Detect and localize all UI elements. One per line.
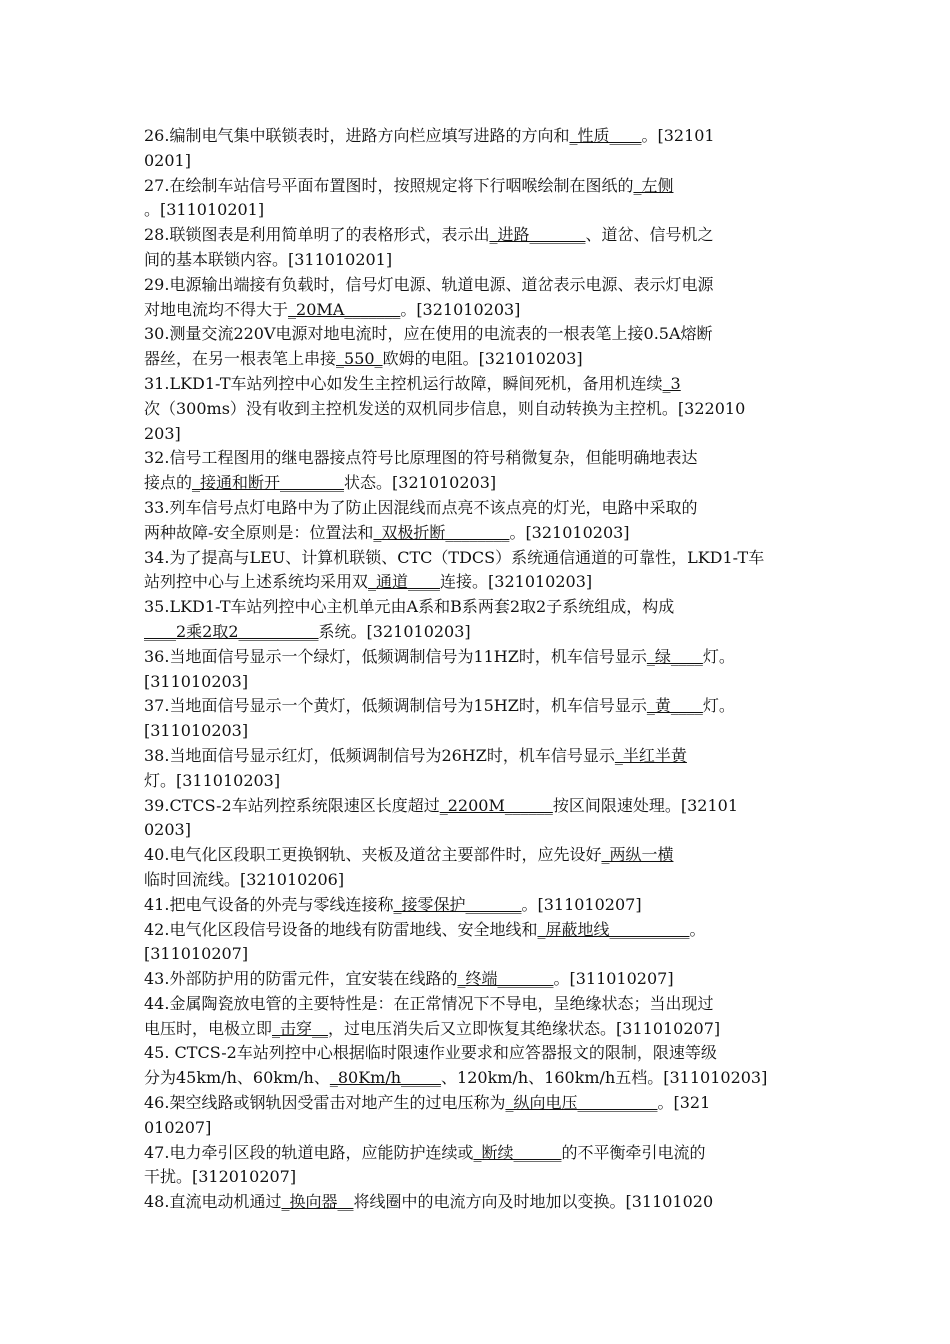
question-text: 灯。[311010203] — [144, 770, 281, 790]
question-text: 、120km/h、160km/h五档。[311010203] — [441, 1068, 768, 1088]
answer-blank: _纵向电压__________ — [505, 1093, 658, 1113]
text-line — [144, 967, 814, 992]
text-line — [144, 347, 814, 372]
text-line — [144, 124, 814, 149]
question-text: 44.金属陶瓷放电管的主要特性是：在正常情况下不导电，呈绝缘状态；当出现过 — [144, 993, 714, 1013]
answer-blank: _击穿__ — [272, 1018, 329, 1038]
question-text: 32.信号工程图用的继电器接点符号比原理图的符号稍微复杂，但能明确地表达 — [144, 448, 698, 468]
question-text: 31.LKD1-T车站列控中心如发生主控机运行故障，瞬间死机，备用机连续 — [144, 373, 663, 393]
text-line — [144, 1091, 814, 1116]
question-text: 36.当地面信号显示一个绿灯，低频调制信号为11HZ时，机车信号显示 — [144, 646, 647, 666]
text-line — [144, 744, 814, 769]
question-text: 对地电流均不得大于 — [144, 299, 289, 319]
question-text: 将线圈中的电流方向及时地加以变换。[31101020 — [353, 1192, 714, 1212]
text-line — [144, 893, 814, 918]
text-line — [144, 298, 814, 323]
question-text: 的不平衡牵引电流的 — [561, 1142, 706, 1162]
question-text: 电压时，电极立即 — [144, 1018, 273, 1038]
answer-blank: _左侧 — [633, 175, 674, 195]
question-text: 27.在绘制车站信号平面布置图时，按照规定将下行咽喉绘制在图纸的 — [144, 175, 634, 195]
text-line — [144, 1116, 814, 1141]
answer-blank: _接零保护_______ — [393, 894, 522, 914]
question-text: 次（300ms）没有收到主控机发送的双机同步信息，则自动转换为主控机。[322010 — [144, 398, 746, 418]
text-line — [144, 670, 814, 695]
question-text: 系统。[321010203] — [318, 621, 471, 641]
text-line — [144, 496, 814, 521]
text-line — [144, 843, 814, 868]
answer-blank: _双极折断________ — [373, 522, 510, 542]
text-line — [144, 918, 814, 943]
text-line — [144, 595, 814, 620]
question-text: 。 — [689, 919, 706, 939]
question-text: [311010203] — [144, 721, 249, 741]
text-line — [144, 223, 814, 248]
text-line — [144, 570, 814, 595]
question-text: 35.LKD1-T车站列控中心主机单元由A系和B系两套2取2子系统组成，构成 — [144, 597, 675, 617]
answer-blank: _2200M______ — [439, 795, 553, 815]
question-text: [311010203] — [144, 671, 249, 691]
answer-blank: _黄____ — [646, 696, 703, 716]
text-line — [144, 1190, 814, 1215]
question-text: 38.当地面信号显示红灯，低频调制信号为26HZ时，机车信号显示 — [144, 745, 615, 765]
question-text: 41.把电气设备的外壳与零线连接称 — [144, 894, 394, 914]
question-text: 。[311010207] — [553, 969, 674, 989]
text-line — [144, 818, 814, 843]
answer-blank: _两纵一横 — [601, 845, 674, 865]
question-text: 47.电力牵引区段的轨道电路，应能防护连续或 — [144, 1142, 474, 1162]
question-text: 灯。 — [702, 646, 735, 666]
question-list — [144, 124, 814, 1215]
question-text: 29.电源输出端接有负载时，信号灯电源、轨道电源、道岔表示电源、表示灯电源 — [144, 274, 714, 294]
question-text: 。[311010201] — [144, 200, 265, 220]
question-text: 40.电气化区段职工更换钢轨、夹板及道岔主要部件时，应先设好 — [144, 845, 602, 865]
question-text: 39.CTCS-2车站列控系统限速区长度超过 — [144, 795, 440, 815]
text-line — [144, 446, 814, 471]
answer-blank: _进路_______ — [489, 225, 586, 245]
text-line — [144, 372, 814, 397]
question-text: 状态。[321010203] — [344, 473, 497, 493]
text-line — [144, 471, 814, 496]
text-line — [144, 992, 814, 1017]
text-line — [144, 1041, 814, 1066]
question-text: 0203] — [144, 820, 191, 840]
question-text: 。[311010207] — [521, 894, 642, 914]
question-text: 33.列车信号点灯电路中为了防止因混线而点亮不该点亮的灯光，电路中采取的 — [144, 497, 698, 517]
question-text: 46.架空线路或钢轨因受雷击对地产生的过电压称为 — [144, 1093, 506, 1113]
question-text: 两种故障-安全原则是：位置法和 — [144, 522, 374, 542]
question-text: 43.外部防护用的防雷元件，宜安装在线路的 — [144, 969, 458, 989]
answer-blank: _80Km/h_____ — [329, 1068, 442, 1088]
question-text: 010207] — [144, 1117, 212, 1137]
question-text: 30.测量交流220V电源对地电流时，应在使用的电流表的一根表笔上接0.5A熔断 — [144, 324, 713, 344]
text-line — [144, 149, 814, 174]
answer-blank: _通道____ — [368, 572, 441, 592]
answer-blank: _550_ — [336, 349, 383, 369]
text-line — [144, 248, 814, 273]
text-line — [144, 645, 814, 670]
answer-blank: _3 — [662, 373, 681, 393]
answer-blank: _终端_______ — [457, 969, 554, 989]
question-text: 分为45km/h、60km/h、 — [144, 1068, 330, 1088]
text-line — [144, 1165, 814, 1190]
question-text: 、道岔、信号机之 — [585, 225, 714, 245]
answer-blank: _性质____ — [569, 126, 642, 145]
text-line — [144, 546, 814, 571]
text-line — [144, 1017, 814, 1042]
question-text: 。[32101 — [641, 126, 715, 145]
text-line — [144, 1141, 814, 1166]
question-text: 26.编制电气集中联锁表时，进路方向栏应填写进路的方向和 — [144, 126, 570, 145]
question-text: 28.联锁图表是利用简单明了的表格形式，表示出 — [144, 225, 490, 245]
text-line — [144, 422, 814, 447]
text-line — [144, 397, 814, 422]
text-line — [144, 794, 814, 819]
question-text: 干扰。[312010207] — [144, 1167, 297, 1187]
question-text: 站列控中心与上述系统均采用双 — [144, 572, 369, 592]
question-text: 按区间限速处理。[32101 — [552, 795, 739, 815]
text-line — [144, 694, 814, 719]
text-line — [144, 1066, 814, 1091]
question-text: 37.当地面信号显示一个黄灯，低频调制信号为15HZ时，机车信号显示 — [144, 696, 647, 716]
answer-blank: _半红半黄 — [614, 745, 687, 765]
question-text: 。[321010203] — [509, 522, 630, 542]
text-line — [144, 719, 814, 744]
question-text: 连接。[321010203] — [440, 572, 593, 592]
question-text: 0201] — [144, 150, 191, 170]
question-text: 34.为了提高与LEU、计算机联锁、CTC（TDCS）系统通信通道的可靠性，LKD1-T车 — [144, 547, 765, 567]
question-text: 间的基本联锁内容。[311010201] — [144, 249, 393, 269]
text-line — [144, 942, 814, 967]
answer-blank: ____2乘2取2__________ — [144, 621, 319, 641]
text-line — [144, 769, 814, 794]
question-text: 203] — [144, 423, 181, 443]
question-text: 欧姆的电阻。[321010203] — [382, 349, 583, 369]
answer-blank: _换向器__ — [281, 1192, 354, 1212]
question-text: 42.电气化区段信号设备的地线有防雷地线、安全地线和 — [144, 919, 538, 939]
question-text: [311010207] — [144, 944, 249, 964]
answer-blank: _屏蔽地线__________ — [537, 919, 690, 939]
question-text: 48.直流电动机通过 — [144, 1192, 282, 1212]
text-line — [144, 174, 814, 199]
answer-blank: _绿____ — [646, 646, 703, 666]
text-line — [144, 322, 814, 347]
question-text: 。[321010203] — [400, 299, 521, 319]
answer-blank: _20MA_______ — [288, 299, 401, 319]
answer-blank: _断续______ — [473, 1142, 562, 1162]
text-line — [144, 198, 814, 223]
text-line — [144, 273, 814, 298]
text-line — [144, 868, 814, 893]
question-text: 灯。 — [702, 696, 735, 716]
answer-blank: _接通和断开________ — [192, 473, 345, 493]
question-text: 接点的 — [144, 473, 193, 493]
text-line — [144, 620, 814, 645]
question-text: 45. CTCS-2车站列控中心根据临时限速作业要求和应答器报文的限制，限速等级 — [144, 1043, 717, 1063]
text-line — [144, 521, 814, 546]
question-text: 器丝，在另一根表笔上串接 — [144, 349, 337, 369]
question-text: ，过电压消失后又立即恢复其绝缘状态。[311010207] — [328, 1018, 721, 1038]
question-text: 。[321 — [657, 1093, 711, 1113]
question-text: 临时回流线。[321010206] — [144, 869, 345, 889]
